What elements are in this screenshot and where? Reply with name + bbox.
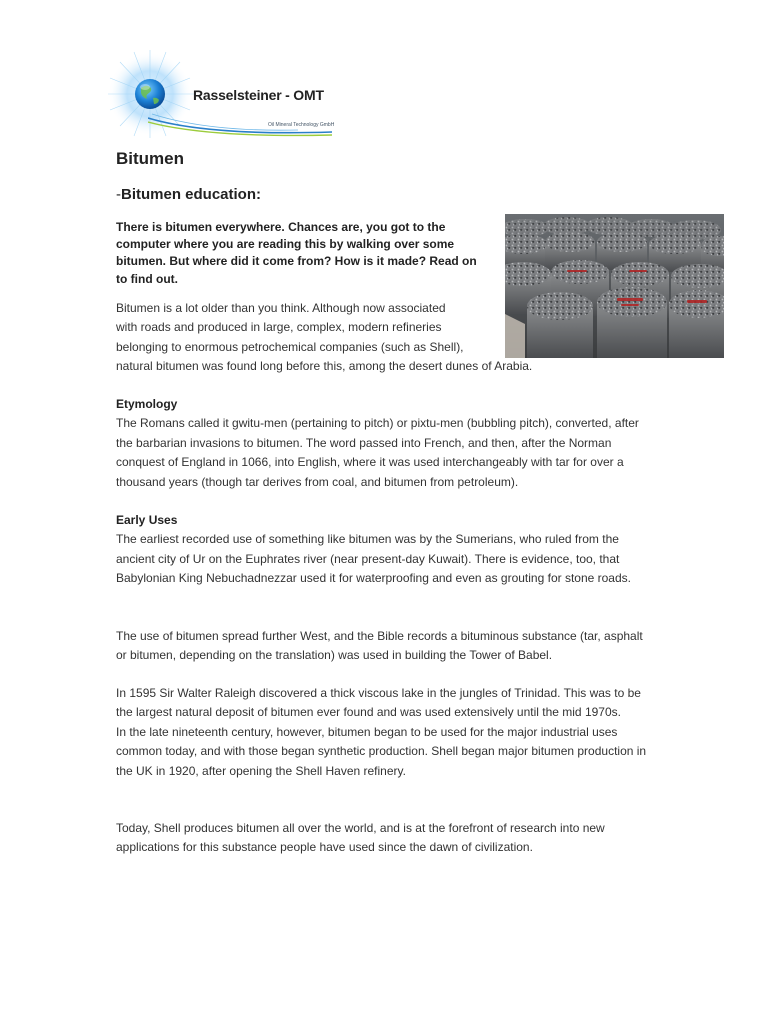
subtitle-dash: - xyxy=(116,186,121,203)
page-title: Bitumen xyxy=(116,149,184,168)
early-uses-text: The earliest recorded use of something like bitumen was by the Sumerians, who ruled from the ancient city of Ur on the Euphrates river (near present-day Kuwait). There is evidence, too, that Babylonian King Nebuchadnezzar used it for waterproofing and even as grouting for stone roads. xyxy=(116,532,631,586)
nineteenth-century-paragraph: In the late nineteenth century, however, bitumen began to be used for the major industrial uses common today, and with those began synthetic production. Shell began major bitumen production in the UK in 1920, after opening the Shell Haven refinery. xyxy=(116,724,647,778)
raleigh-section xyxy=(116,684,656,781)
early-uses-section xyxy=(116,511,656,589)
older-line-2: with roads and produced in large, complex, modern refineries xyxy=(116,320,442,335)
older-paragraph xyxy=(116,299,656,377)
intro-paragraph: There is bitumen everywhere. Chances are, you got to the computer where you are reading this by walking over some bitumen. But where did it come from? How is it made? Read on to find out. xyxy=(116,220,477,286)
etymology-text: The Romans called it gwitu-men (pertaining to pitch) or pixtu-men (bubbling pitch), converted, after the barbarian invasions to bitumen. The word passed into French, and then, after the Norman conquest of England in 1066, into English, where it was used interchangeably with tar for over a thousand years (though tar derives from coal, and bitumen from petroleum). xyxy=(116,416,639,489)
etymology-heading: Etymology xyxy=(116,397,178,411)
company-logo xyxy=(108,48,335,140)
logo-company-name: Rasselsteiner - OMT xyxy=(193,87,324,103)
logo-tagline: Oil Mineral Technology GmbH xyxy=(268,122,335,128)
subtitle-text: Bitumen education: xyxy=(121,186,262,203)
raleigh-paragraph: In 1595 Sir Walter Raleigh discovered a thick viscous lake in the jungles of Trinidad. This was to be the largest natural deposit of bitumen ever found and was used extensively until the mid 1970s. xyxy=(116,686,641,720)
older-line-1: Bitumen is a lot older than you think. Although now associated xyxy=(116,301,446,315)
early-uses-heading: Early Uses xyxy=(116,513,178,527)
west-paragraph: The use of bitumen spread further West, and the Bible records a bituminous substance (tar, asphalt or bitumen, depending on the translation) was used in building the Tower of Babel. xyxy=(116,629,643,663)
etymology-section xyxy=(116,395,656,492)
page-subtitle xyxy=(116,186,261,203)
older-line-4: natural bitumen was found long before this, among the desert dunes of Arabia. xyxy=(116,359,533,374)
today-paragraph: Today, Shell produces bitumen all over the world, and is at the forefront of research into new applications for this substance people have used since the dawn of civilization. xyxy=(116,821,605,855)
older-line-3: belonging to enormous petrochemical companies (such as Shell), xyxy=(116,339,464,354)
